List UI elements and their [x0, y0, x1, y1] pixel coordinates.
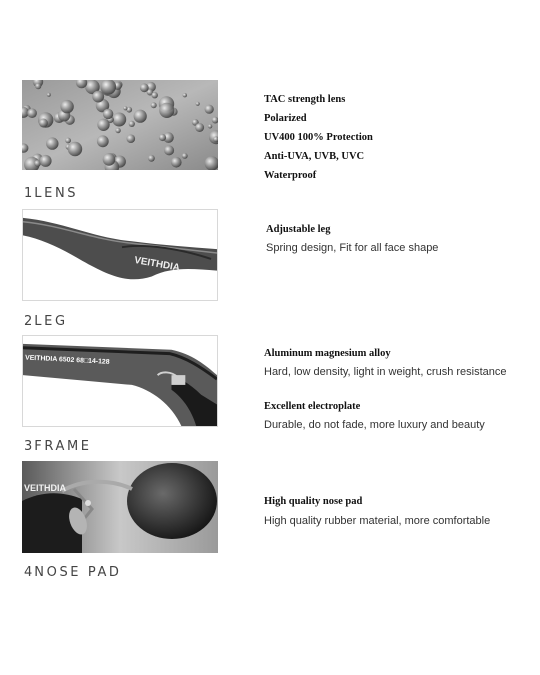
water-droplet — [103, 109, 113, 119]
water-droplet — [152, 92, 158, 98]
lens-feature: Polarized — [264, 113, 307, 124]
lens-image — [22, 80, 218, 170]
lens-feature: Waterproof — [264, 170, 317, 181]
section-label-nose-pad: 4 NOSE PAD — [24, 565, 122, 580]
nose-title: High quality nose pad — [264, 496, 363, 507]
water-droplet — [196, 102, 200, 106]
water-droplet — [140, 83, 149, 92]
water-droplet — [112, 113, 126, 127]
lens-feature: TAC strength lens — [264, 94, 346, 105]
water-droplet — [40, 155, 52, 167]
water-droplet — [47, 93, 51, 97]
frame-imprint: VEITHDIA 6502 68□14-128 — [24, 354, 110, 366]
water-droplet — [195, 123, 204, 132]
water-droplet — [159, 103, 174, 118]
water-droplet — [103, 153, 116, 166]
water-droplet — [208, 124, 212, 128]
water-droplet — [183, 93, 187, 97]
leg-image — [22, 209, 218, 301]
frame-image — [22, 335, 218, 427]
water-droplet — [134, 110, 147, 123]
frame-title-1: Aluminum magnesium alloy — [264, 348, 391, 359]
frame-desc-2: Durable, do not fade, more luxury and beauty — [264, 419, 485, 431]
water-droplet — [60, 100, 73, 113]
nose-desc: High quality rubber material, more comfortable — [264, 515, 491, 527]
frame-title-2: Excellent electroplate — [264, 401, 361, 412]
section-label-frame: 3 FRAME — [24, 439, 92, 454]
water-droplet — [171, 157, 182, 168]
leg-brand-print: VEITHDIA — [133, 254, 181, 274]
lens-feature: UV400 100% Protection — [264, 132, 373, 143]
water-droplet — [65, 138, 71, 144]
water-droplet — [127, 134, 136, 143]
leg-desc: Spring design, Fit for all face shape — [266, 242, 439, 254]
water-droplet — [148, 155, 155, 162]
water-droplet — [39, 119, 48, 128]
water-droplet — [205, 105, 214, 114]
water-droplet — [129, 121, 135, 127]
frame-desc-1: Hard, low density, light in weight, crush resistance — [264, 366, 507, 378]
lens-feature: Anti-UVA, UVB, UVC — [264, 151, 365, 162]
section-label-lens: 1 LENS — [24, 186, 79, 201]
nose-pad-image — [22, 461, 218, 553]
water-droplet — [159, 134, 166, 141]
leg-title: Adjustable leg — [266, 224, 331, 235]
water-droplet — [46, 137, 58, 149]
water-droplet — [97, 119, 109, 131]
nose-imprint: VEITHDIA — [24, 483, 67, 493]
water-droplet — [123, 106, 127, 110]
section-label-leg: 2 LEG — [24, 314, 68, 329]
water-droplet — [97, 135, 109, 147]
water-droplet — [68, 142, 82, 156]
water-droplet — [35, 83, 41, 89]
water-droplet — [182, 153, 188, 159]
water-droplet — [164, 145, 174, 155]
water-droplet — [27, 108, 37, 118]
water-droplet — [151, 102, 157, 108]
water-droplet — [92, 91, 104, 103]
water-droplet — [115, 128, 120, 133]
